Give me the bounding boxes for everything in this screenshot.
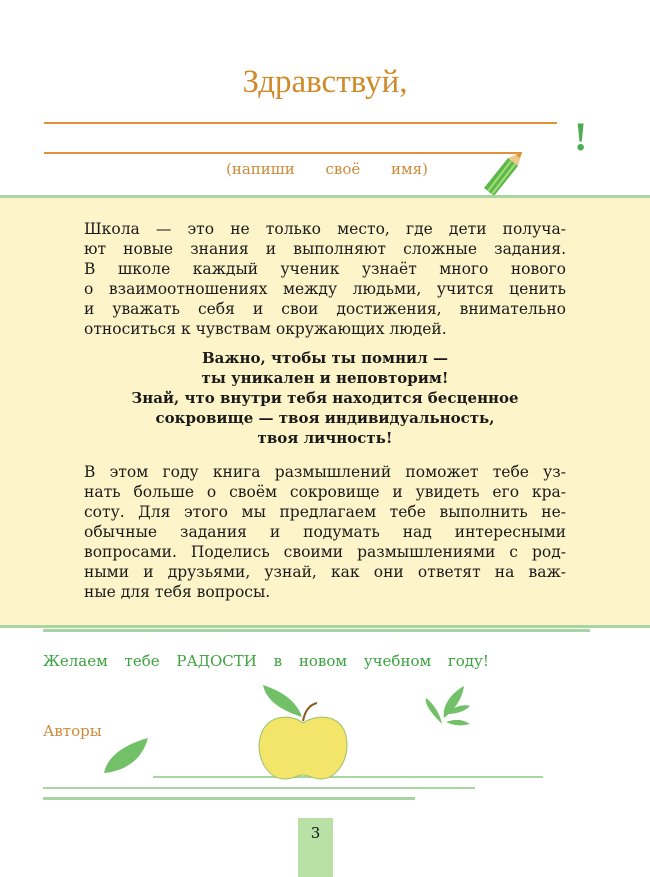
text-line: относиться к чувствам окружающих людей.	[84, 320, 447, 338]
leaves-icon	[420, 684, 472, 728]
text-line: Школа — это не только место, где дети получа-	[84, 220, 566, 238]
page-number-box	[298, 818, 333, 877]
text-line: ют новые знания и выполняют сложные задания.	[84, 240, 566, 258]
name-line-1[interactable]	[44, 122, 557, 124]
intro-paragraph-2	[84, 462, 566, 602]
intro-paragraph-1	[84, 219, 566, 339]
text-line: твоя личность!	[257, 429, 393, 447]
text-line: вопросами. Поделись своими размышлениями с род-	[84, 543, 566, 561]
text-line: о взаимоотношениях между людьми, учится ценить	[84, 280, 566, 298]
text-line: В школе каждый ученик узнаёт много нового	[84, 260, 566, 278]
wish-text: Желаем тебе РАДОСТИ в новом учебном году!	[43, 652, 489, 670]
apple-icon	[255, 683, 351, 781]
divider-line	[43, 629, 590, 632]
name-line-2[interactable]	[44, 152, 522, 154]
authors-signature: Авторы	[43, 722, 102, 740]
page-number: 3	[310, 824, 321, 842]
decor-line	[43, 797, 415, 800]
text-line: обычные задания и подумать над интересными	[84, 523, 566, 541]
text-line: Важно, чтобы ты помнил —	[202, 349, 448, 367]
text-line: В этом году книга размышлений поможет тебе уз-	[84, 463, 566, 481]
text-line: и уважать себя и свои достижения, внимательно	[84, 300, 566, 318]
text-line: соту. Для этого мы предлагаем тебе выполнить не-	[84, 503, 566, 521]
highlight-block	[84, 348, 566, 448]
leaf-icon	[100, 735, 150, 777]
exclamation-mark: !	[574, 114, 588, 159]
decor-line	[43, 787, 475, 789]
text-line: нать больше о своём сокровище и увидеть его кра-	[84, 483, 566, 501]
text-line: сокровище — твоя индивидуальность,	[155, 409, 495, 427]
text-line: ными и друзьями, узнай, как они ответят на важ-	[84, 563, 566, 581]
page-title: Здравствуй,	[242, 64, 408, 100]
pencil-icon	[480, 150, 525, 198]
text-line: ты уникален и неповторим!	[201, 369, 449, 387]
text-line: ные для тебя вопросы.	[84, 583, 271, 601]
text-line: Знай, что внутри тебя находится бесценное	[131, 389, 519, 407]
name-hint: (напиши своё имя)	[226, 160, 428, 178]
